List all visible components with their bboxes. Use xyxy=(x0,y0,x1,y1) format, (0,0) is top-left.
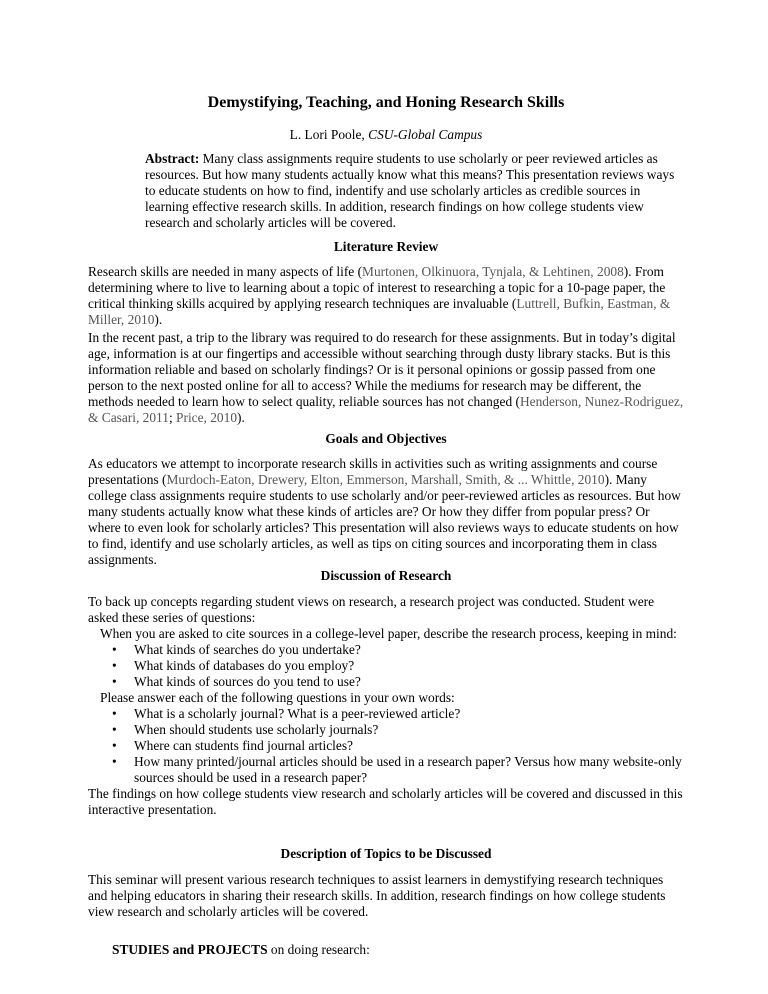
list-item xyxy=(88,642,684,658)
author-line xyxy=(88,127,684,143)
text-run: ). xyxy=(154,312,163,327)
list-item xyxy=(88,674,684,690)
citation: Price, 2010 xyxy=(176,410,238,425)
author-name: L. Lori Poole, xyxy=(289,127,365,142)
bullet-icon: • xyxy=(112,674,117,689)
discussion-intro: To back up concepts regarding student views on research, a research project was conducted. Student were asked these series of questions: xyxy=(88,594,655,625)
list-item-text: What kinds of sources do you tend to use? xyxy=(134,674,361,689)
studies-label: STUDIES and PROJECTS xyxy=(112,942,268,957)
heading-topics: Description of Topics to be Discussed xyxy=(280,846,492,861)
question-lead-2: Please answer each of the following questions in your own words: xyxy=(100,690,455,705)
abstract-label: Abstract: xyxy=(145,151,200,166)
bullet-icon: • xyxy=(112,738,117,753)
topics-paragraph: This seminar will present various research techniques to assist learners in demystifying research techniques and helping educators in sharing their research skills. In addition, research findings on how college students view research and scholarly articles will be covered. xyxy=(88,872,666,919)
discussion-block xyxy=(88,594,684,818)
abstract-text: Many class assignments require students to use scholarly or peer reviewed articles as resources. But how many students actually know what this means? This presentation reviews ways to educate students on how to find, indentify and use scholarly articles as credible sources in learning effective research skills. In addition, research findings on how college students view research and scholarly articles will be covered. xyxy=(145,151,675,230)
bullet-icon: • xyxy=(112,754,117,769)
list-item xyxy=(88,706,684,722)
text-run: ). xyxy=(237,410,245,425)
bullet-icon: • xyxy=(112,642,117,657)
goals-paragraph xyxy=(88,456,684,568)
text-run: In the recent past, a trip to the library was required to do research for these assignments. But in today’s digital age, information is at our fingertips and accessible without searching through dusty library stacks. But is this information reliable and based on scholarly findings? Or is it personal opinions or gossip passed from one person to the next posted online for all to access? While the mediums for research may be different, the methods needed to learn how to select quality, reliable sources has not changed ( xyxy=(88,330,676,409)
list-item-text: What is a scholarly journal? What is a peer-reviewed article? xyxy=(134,706,461,721)
question-lead-1: When you are asked to cite sources in a college-level paper, describe the research process, keeping in mind: xyxy=(100,626,677,641)
citation: Murtonen, Olkinuora, Tynjala, & Lehtinen, 2008 xyxy=(362,264,624,279)
list-item-text: When should students use scholarly journals? xyxy=(134,722,379,737)
abstract xyxy=(145,151,684,231)
list-item-text: What kinds of searches do you undertake? xyxy=(134,642,361,657)
citation: Henderson, Nunez-Rodriguez, & Casari, 2011 xyxy=(88,394,684,425)
author-affiliation: CSU-Global Campus xyxy=(368,127,483,142)
list-item xyxy=(88,722,684,738)
lit-review-paragraph-1 xyxy=(88,264,684,328)
discussion-closing: The findings on how college students view research and scholarly articles will be covered and discussed in this interactive presentation. xyxy=(88,786,683,817)
bullet-icon: • xyxy=(112,706,117,721)
studies-rest: on doing research: xyxy=(267,942,370,957)
question-list-1 xyxy=(88,642,684,690)
text-run: As educators we attempt to incorporate research skills in activities such as writing assignments and course presentations ( xyxy=(88,456,658,487)
list-item-text: Where can students find journal articles? xyxy=(134,738,353,753)
bullet-icon: • xyxy=(112,722,117,737)
text-run: ; xyxy=(168,410,177,425)
bullet-icon: • xyxy=(112,658,117,673)
text-run: ). From determining where to live to learning about a topic of interest to researching a topic for a 10-page paper, the critical thinking skills acquired by applying research techniques are invaluable ( xyxy=(88,264,666,311)
citation: Murdoch-Eaton, Drewery, Elton, Emmerson, Marshall, Smith, & ... Whittle, 2010 xyxy=(166,472,605,487)
list-item-text: How many printed/journal articles should be used in a research paper? Versus how many website-only sources should be used in a research paper? xyxy=(134,754,682,785)
studies-projects-line xyxy=(112,942,370,958)
heading-discussion: Discussion of Research xyxy=(320,568,452,583)
list-item xyxy=(88,658,684,674)
text-run: Research skills are needed in many aspects of life ( xyxy=(88,264,363,279)
list-item xyxy=(88,738,684,754)
text-run: ). Many college class assignments require students to use scholarly and/or peer-reviewed articles as resources. But how many students actually know what these kinds of articles are? Or how they differ from popular press? Or where to even look for scholarly articles? This presentation will also reviews ways to educate students on how to find, identify and use scholarly articles, as well as tips on citing sources and incorporating them in class assignments. xyxy=(88,472,681,567)
paper-title: Demystifying, Teaching, and Honing Research Skills xyxy=(207,94,565,111)
citation: Luttrell, Bufkin, Eastman, & Miller, 2010 xyxy=(88,296,671,327)
question-list-2 xyxy=(88,706,684,786)
list-item-text: What kinds of databases do you employ? xyxy=(134,658,355,673)
heading-literature-review: Literature Review xyxy=(333,239,439,254)
heading-goals-objectives: Goals and Objectives xyxy=(325,431,447,446)
lit-review-paragraph-2 xyxy=(88,330,684,426)
list-item xyxy=(88,754,684,786)
